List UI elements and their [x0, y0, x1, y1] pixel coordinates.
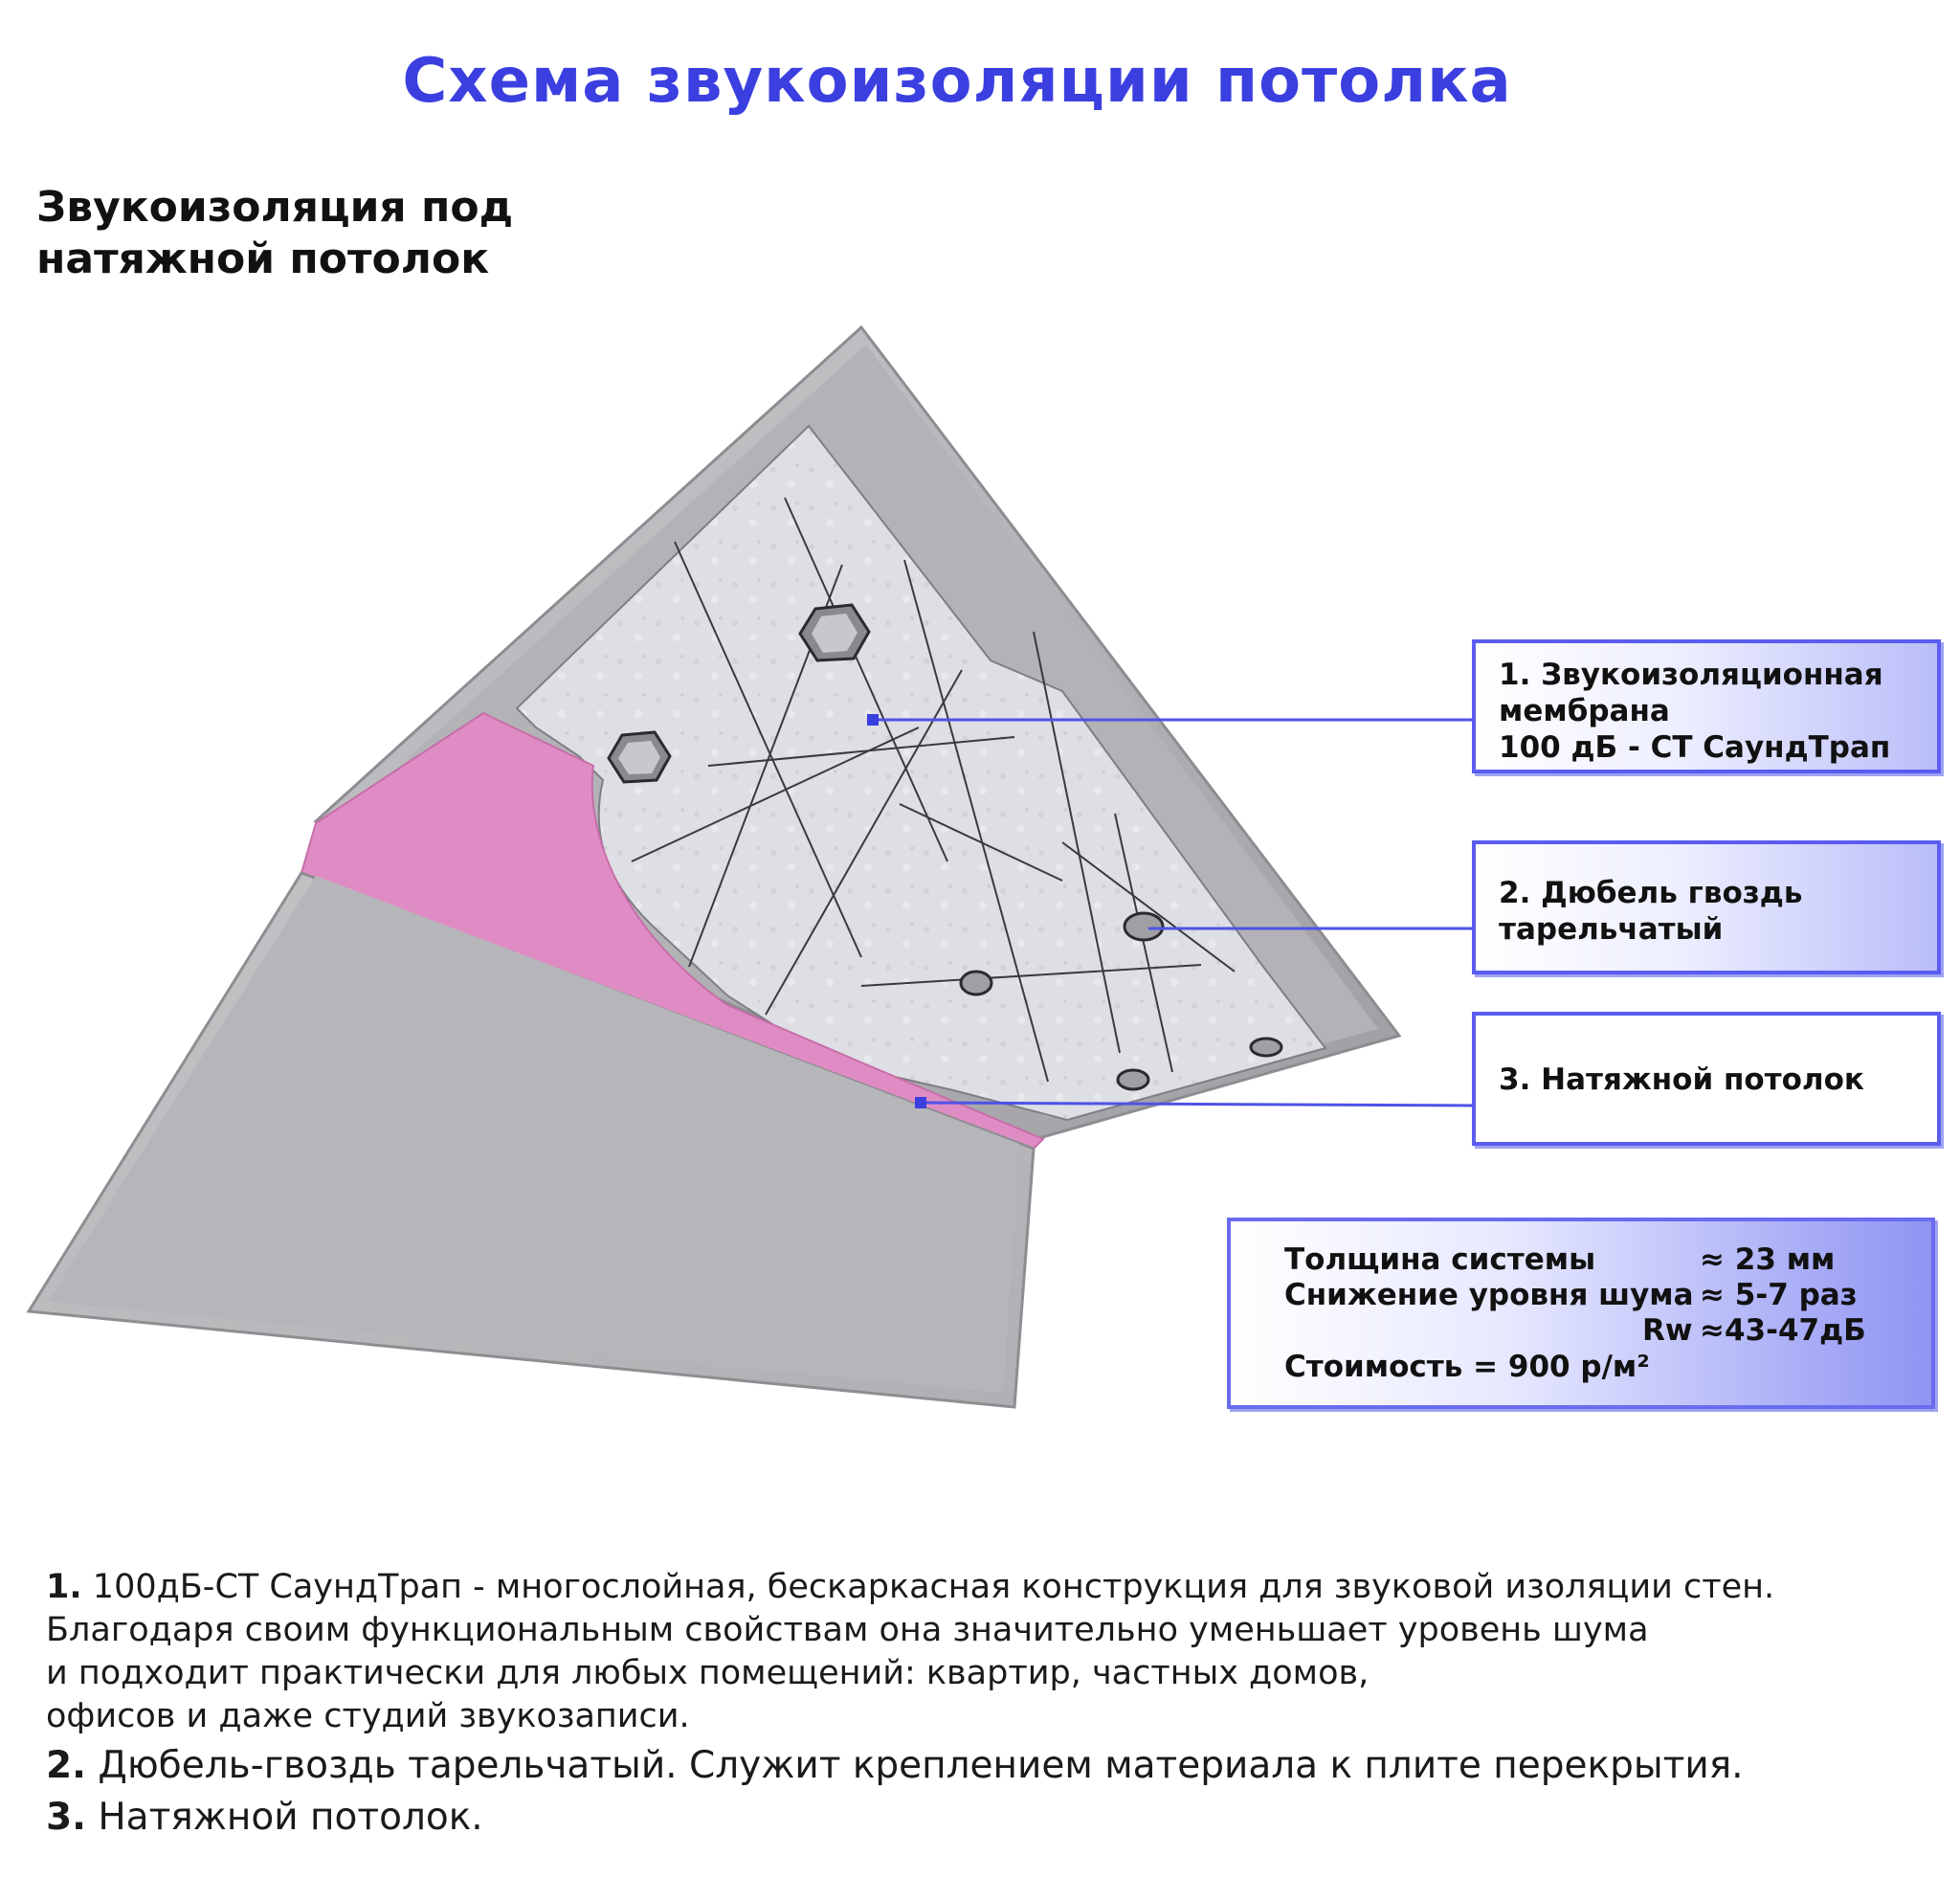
dowel-nail-icon — [1125, 913, 1163, 940]
dowel-nail-icon — [609, 732, 670, 782]
callout-membrane — [1472, 639, 1941, 773]
callout-membrane-line-1: 1. Звукоизоляционная — [1499, 658, 1883, 692]
note-1-number: 1. — [46, 1568, 82, 1606]
note-3-number: 3. — [46, 1796, 86, 1839]
subtitle-line-1: Звукоизоляция под — [36, 183, 514, 232]
dowel-nail-icon — [961, 972, 991, 995]
spec-rw-value: ≈43-47дБ — [1700, 1313, 1866, 1348]
callout-ceiling-line-1: 3. Натяжной потолок — [1499, 1062, 1864, 1097]
note-3-text: Натяжной потолок. — [98, 1796, 483, 1839]
callout-dowel-line-1: 2. Дюбель гвоздь — [1499, 876, 1803, 910]
subtitle-line-2: натяжной потолок — [36, 235, 490, 283]
note-1-line-3: и подходит практически для любых помещений: квартир, частных домов, — [46, 1654, 1370, 1692]
specs-box — [1227, 1218, 1935, 1409]
callout-stretch-ceiling — [1472, 1012, 1941, 1146]
page-title: Схема звукоизоляции потолка — [402, 46, 1512, 117]
spec-rw-label: Rw — [1642, 1313, 1693, 1348]
note-2-text: Дюбель-гвоздь тарельчатый. Служит креплением материала к плите перекрытия. — [98, 1744, 1744, 1787]
note-2-number: 2. — [46, 1744, 86, 1787]
callout-membrane-line-2: мембрана — [1499, 694, 1670, 728]
spec-noise-value: ≈ 5-7 раз — [1700, 1278, 1858, 1312]
callout-dowel-nail — [1472, 840, 1941, 974]
note-1-line-1 — [46, 1566, 1922, 1609]
dowel-nail-icon — [1251, 1039, 1281, 1056]
callout-dowel-line-2: тарельчатый — [1499, 912, 1724, 947]
spec-noise-label: Снижение уровня шума — [1284, 1278, 1694, 1312]
note-1-line-4: офисов и даже студий звукозаписи. — [46, 1697, 690, 1735]
spec-thickness-label: Толщина системы — [1284, 1242, 1596, 1277]
spec-thickness-value: ≈ 23 мм — [1700, 1242, 1836, 1277]
spec-cost: Стоимость = 900 р/м² — [1284, 1350, 1650, 1384]
note-1-line-2: Благодаря своим функциональным свойствам она значительно уменьшает уровень шума — [46, 1611, 1649, 1649]
note-1-text-1: 100дБ-СТ СаундТрап - многослойная, бескаркасная конструкция для звуковой изоляции стен. — [92, 1568, 1775, 1606]
note-3 — [46, 1794, 1922, 1842]
callout-membrane-line-3: 100 дБ - СТ СаундТрап — [1499, 730, 1891, 765]
note-2 — [46, 1742, 1922, 1790]
notes-section — [46, 1566, 1922, 1842]
dowel-nail-icon — [1118, 1070, 1148, 1089]
